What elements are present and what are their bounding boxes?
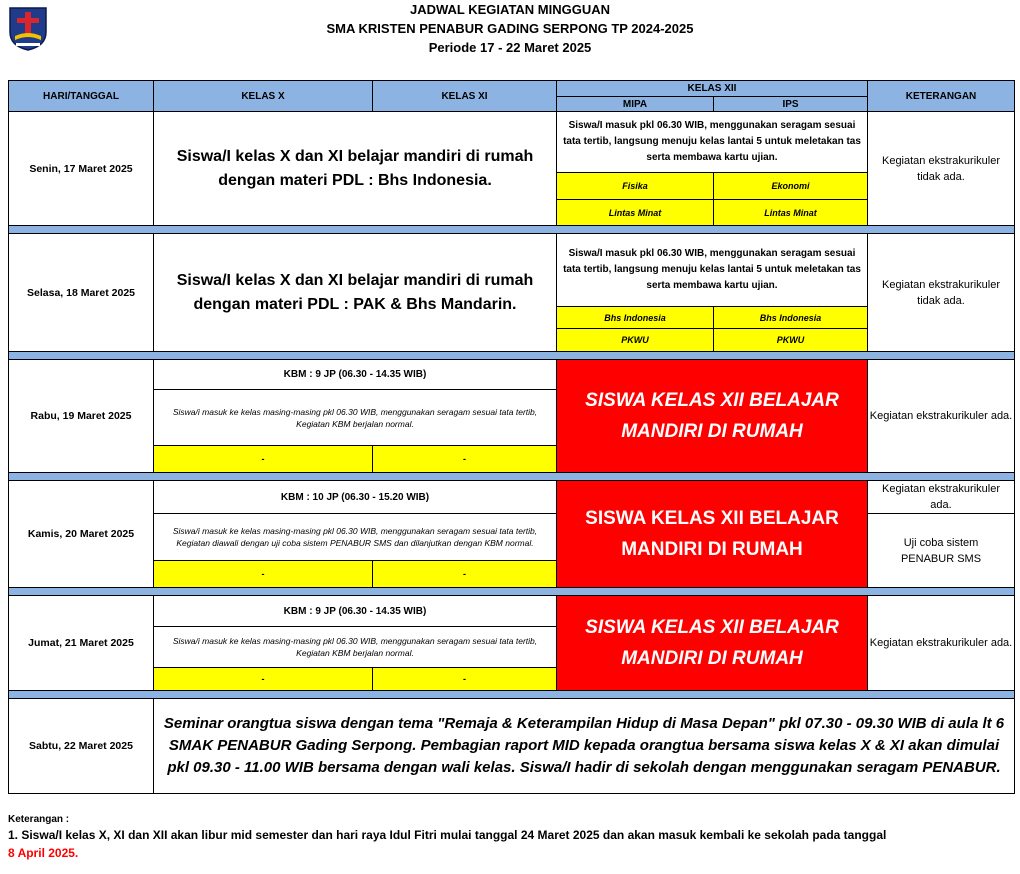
senin-keterangan: Kegiatan ekstrakurikuler tidak ada. <box>868 112 1015 226</box>
date-jumat: Jumat, 21 Maret 2025 <box>9 596 154 691</box>
col-header-ips: IPS <box>714 97 868 112</box>
kamis-kelas-xi-value: - <box>373 561 557 588</box>
col-header-kelas-x: KELAS X <box>154 81 373 112</box>
jumat-description <box>154 627 557 668</box>
date-rabu: Rabu, 19 Maret 2025 <box>9 360 154 473</box>
footer-note <box>8 826 1018 862</box>
selasa-x-xi-line2: dengan materi PDL : PAK & Bhs Mandarin. <box>193 295 517 313</box>
selasa-ips-subject-1: Bhs Indonesia <box>714 307 868 329</box>
selasa-xii-note: Siswa/I masuk pkl 06.30 WIB, menggunakan seragam sesuai tata tertib, langsung menuju kelas lantai 5 untuk meletakan tas serta membawa kartu ujian. <box>557 234 868 307</box>
date-kamis: Kamis, 20 Maret 2025 <box>9 481 154 588</box>
rabu-kelas-x-value: - <box>154 446 373 473</box>
col-header-hari: HARI/TANGGAL <box>9 81 154 112</box>
header-title: JADWAL KEGIATAN MINGGUAN <box>409 2 611 17</box>
jumat-kelas-x-value: - <box>154 668 373 691</box>
rabu-kelas-xi-value: - <box>373 446 557 473</box>
jumat-kbm: KBM : 9 JP (06.30 - 14.35 WIB) <box>154 596 557 627</box>
jumat-keterangan: Kegiatan ekstrakurikuler ada. <box>868 596 1015 691</box>
jumat-desc-line2: Kegiatan KBM berjalan normal. <box>296 648 414 658</box>
jumat-xii-banner <box>557 596 868 691</box>
kamis-desc-line2: Kegiatan diawali dengan uji coba sistem PENABUR SMS dan dilanjutkan dengan KBM normal. <box>176 538 534 548</box>
kamis-xii-banner <box>557 481 868 588</box>
row-separator <box>9 226 1015 234</box>
senin-x-xi-activity <box>154 112 557 226</box>
col-header-kelas-xi: KELAS XI <box>373 81 557 112</box>
rabu-desc-line1: Siswa/i masuk ke kelas masing-masing pkl 06.30 WIB, menggunakan seragam sesuai tata tertib, <box>172 406 538 417</box>
jumat-xii-line2: MANDIRI DI RUMAH <box>621 648 803 669</box>
col-header-mipa: MIPA <box>557 97 714 112</box>
selasa-x-xi-line1: Siswa/I kelas X dan XI belajar mandiri di rumah <box>176 271 534 289</box>
kamis-description <box>154 514 557 561</box>
schedule-table <box>8 80 1015 794</box>
row-separator <box>9 352 1015 360</box>
date-senin: Senin, 17 Maret 2025 <box>9 112 154 226</box>
kamis-keterangan-2: Uji coba sistem PENABUR SMS <box>868 514 1015 588</box>
senin-mipa-subject-2: Lintas Minat <box>557 200 714 226</box>
kamis-desc-line1: Siswa/i masuk ke kelas masing-masing pkl 06.30 WIB, menggunakan seragam sesuai tata tertib, <box>172 526 538 536</box>
jumat-desc-line1: Siswa/i masuk ke kelas masing-masing pkl 06.30 WIB, menggunakan seragam sesuai tata tertib, <box>172 636 538 646</box>
col-header-keterangan: KETERANGAN <box>868 81 1015 112</box>
rabu-keterangan: Kegiatan ekstrakurikuler ada. <box>868 360 1015 473</box>
senin-ips-subject-2: Lintas Minat <box>714 200 868 226</box>
header-period: Periode 17 - 22 Maret 2025 <box>428 40 592 55</box>
selasa-x-xi-activity <box>154 234 557 352</box>
selasa-mipa-subject-2: PKWU <box>557 329 714 352</box>
senin-mipa-subject-1: Fisika <box>557 173 714 200</box>
kamis-kbm: KBM : 10 JP (06.30 - 15.20 WIB) <box>154 481 557 514</box>
footer-note-text: 1. Siswa/I kelas X, XI dan XII akan libur mid semester dan hari raya Idul Fitri mulai tanggal 24 Maret 2025 dan akan masuk kembali ke sekolah pada tanggal <box>8 828 887 842</box>
selasa-keterangan: Kegiatan ekstrakurikuler tidak ada. <box>868 234 1015 352</box>
kamis-xii-line2: MANDIRI DI RUMAH <box>621 539 803 560</box>
footer-label: Keterangan : <box>8 814 70 825</box>
date-sabtu: Sabtu, 22 Maret 2025 <box>9 699 154 794</box>
senin-x-xi-line1: Siswa/I kelas X dan XI belajar mandiri di rumah <box>176 147 534 165</box>
rabu-xii-banner <box>557 360 868 473</box>
kamis-keterangan-1: Kegiatan ekstrakurikuler ada. <box>868 481 1015 514</box>
kamis-xii-line1: SISWA KELAS XII BELAJAR <box>585 508 839 529</box>
senin-xii-note: Siswa/I masuk pkl 06.30 WIB, menggunakan seragam sesuai tata tertib, langsung menuju kelas lantai 5 untuk meletakan tas serta membawa kartu ujian. <box>557 112 868 173</box>
rabu-xii-line1: SISWA KELAS XII BELAJAR <box>585 390 839 411</box>
date-selasa: Selasa, 18 Maret 2025 <box>9 234 154 352</box>
header-school: SMA KRISTEN PENABUR GADING SERPONG TP 2024-2025 <box>326 21 694 36</box>
senin-x-xi-line2: dengan materi PDL : Bhs Indonesia. <box>218 171 492 189</box>
footer-note-date: 8 April 2025. <box>8 846 79 860</box>
row-separator <box>9 691 1015 699</box>
col-header-kelas-xii: KELAS XII <box>557 81 868 97</box>
row-separator <box>9 473 1015 481</box>
row-separator <box>9 588 1015 596</box>
rabu-xii-line2: MANDIRI DI RUMAH <box>621 421 803 442</box>
jumat-kelas-xi-value: - <box>373 668 557 691</box>
selasa-ips-subject-2: PKWU <box>714 329 868 352</box>
selasa-mipa-subject-1: Bhs Indonesia <box>557 307 714 329</box>
senin-ips-subject-1: Ekonomi <box>714 173 868 200</box>
kamis-kelas-x-value: - <box>154 561 373 588</box>
rabu-description <box>154 390 557 446</box>
sabtu-activity: Seminar orangtua siswa dengan tema "Remaja & Keterampilan Hidup di Masa Depan" pkl 07.30 - 09.30 WIB di aula lt 6 SMAK PENABUR Gading Serpong. Pembagian raport MID kepada orangtua bersama siswa kelas X & XI akan dimulai pkl 09.30 - 11.00 WIB bersama dengan wali kelas. Siswa/I hadir di sekolah dengan menggunakan seragam PENABUR. <box>154 699 1015 794</box>
rabu-desc-line2: Kegiatan KBM berjalan normal. <box>296 418 414 429</box>
jumat-xii-line1: SISWA KELAS XII BELAJAR <box>585 617 839 638</box>
rabu-kbm: KBM : 9 JP (06.30 - 14.35 WIB) <box>154 360 557 390</box>
